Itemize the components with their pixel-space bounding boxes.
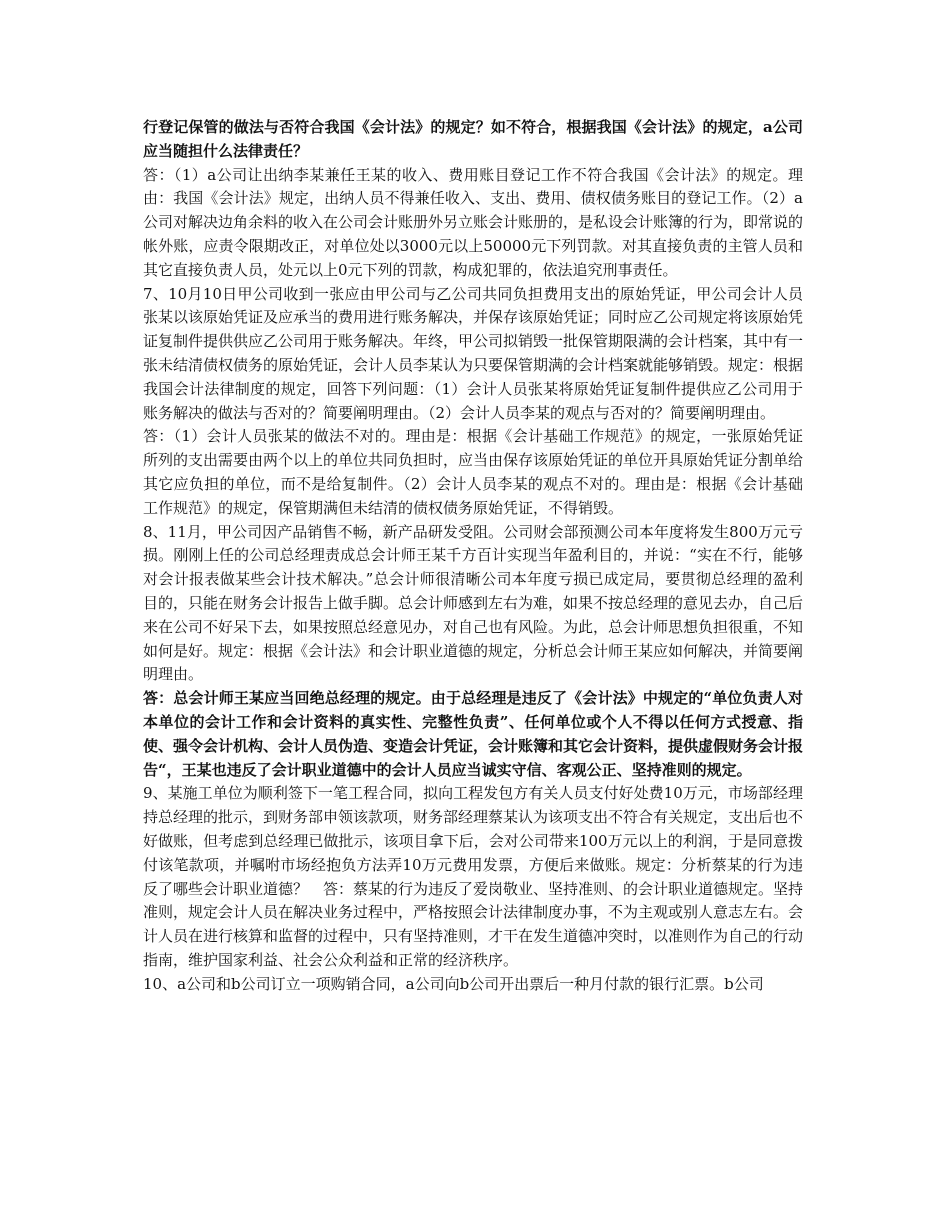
question-7-paragraph: 7、10月10日甲公司收到一张应由甲公司与乙公司共同负担费用支出的原始凭证，甲公司会计人员张某以该原始凭证及应承当的费用进行账务解决，并保存该原始凭证；同时应乙公司规定将该原始凭证复制件提供供应乙公司用于账务解决。年终，甲公司拟销毁一批保管期限满的会计档案，其中有一张未结清债权债务的原始凭证，会计人员李某认为只要保管期满的会计档案就能够销毁。规定：根据我国会计法律制度的规定，回答下列问题：（1）会计人员张某将原始凭证复制件提供应乙公司用于账务解决的做法与否对的？简要阐明理由。（2）会计人员李某的观点与否对的？简要阐明理由。 (143, 284, 804, 422)
answer-8-paragraph: 答：总会计师王某应当回绝总经理的规定。由于总经理是违反了《会计法》中规定的“单位负责人对本单位的会计工作和会计资料的真实性、完整性负责”、任何单位或个人不得以任何方式授意、指使、强令会计机构、会计人员伪造、变造会计凭证，会计账簿和其它会计资料，提供虚假财务会计报告“，王某也违反了会计职业道德中的会计人员应当诚实守信、客观公正、坚持准则的规定。 (143, 689, 804, 779)
question-10-paragraph: 10、a公司和b公司订立一项购销合同，a公司向b公司开出票后一种月付款的银行汇票。b公司 (143, 974, 764, 993)
answer-paragraph: 答：（1）a公司让出纳李某兼任王某的收入、费用账目登记工作不符合我国《会计法》的规定。理由：我国《会计法》规定，出纳人员不得兼任收入、支出、费用、债权债务账目的登记工作。（2）a公司对解决边角余料的收入在公司会计账册外另立账会计账册的，是私设会计账簿的行为，即常说的帐外账，应责令限期改正，对单位处以3000元以上50000元下列罚款。对其直接负责的主管人员和其它直接负责人员，处元以上0元下列的罚款，构成犯罪的，依法追究刑事责任。 (143, 165, 804, 279)
question-9-paragraph: 9、某施工单位为顺利签下一笔工程合同，拟向工程发包方有关人员支付好处费10万元，市场部经理持总经理的批示，到财务部申领该款项，财务部经理蔡某认为该项支出不符合有关规定，支出后也不好做账，但考虑到总经理已做批示，该项目拿下后，会对公司带来100万元以上的利润，于是同意拨付该笔款项，并嘱咐市场经抱负方法弄10万元费用发票，方便后来做账。规定：分析蔡某的行为违反了哪些会计职业道德？ 答：蔡某的行为违反了爱岗敬业、坚持准则、的会计职业道德规定。坚持准则，规定会计人员在解决业务过程中，严格按照会计法律制度办事，不为主观或别人意志左右。会计人员在进行核算和监督的过程中，只有坚持准则，才干在发生道德冲突时，以准则作为自己的行动指南，维护国家利益、社会公众利益和正常的经济秩序。 (143, 784, 804, 969)
question-heading: 行登记保管的做法与否符合我国《会计法》的规定？如不符合，根据我国《会计法》的规定，a公司应当随担什么法律责任？ (143, 118, 803, 160)
answer-7-paragraph: 答：（1）会计人员张某的做法不对的。理由是：根据《会计基础工作规范》的规定，一张原始凭证所列的支出需要由两个以上的单位共同负担时，应当由保存该原始凭证的单位开具原始凭证分割单给其它应负担的单位，而不是给复制件。（2）会计人员李某的观点不对的。理由是：根据《会计基础工作规范》的规定，保管期满但未结清的债权债务原始凭证，不得销毁。 (143, 427, 804, 517)
question-8-paragraph: 8、11月，甲公司因产品销售不畅，新产品研发受阻。公司财会部预测公司本年度将发生800万元亏损。刚刚上任的公司总经理责成总会计师王某千方百计实现当年盈利目的，并说：“实在不行，能够对会计报表做某些会计技术解决。”总会计师很清晰公司本年度亏损已成定局，要贯彻总经理的盈利目的，只能在财务会计报告上做手脚。总会计师感到左右为难，如果不按总经理的意见去办，自己后来在公司不好呆下去，如果按照总经意见办，对自己也有风险。为此，总会计师思想负担很重，不知如何是好。规定：根据《会计法》和会计职业道德的规定，分析总会计师王某应如何解决，并简要阐明理由。 (143, 522, 804, 684)
document-page (143, 116, 803, 996)
